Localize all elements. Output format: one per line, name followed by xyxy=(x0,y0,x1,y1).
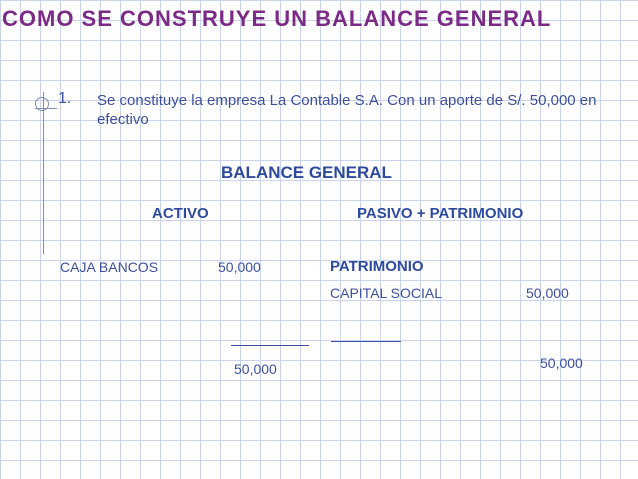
total-activo-rule xyxy=(231,345,309,346)
capital-social-value: 50,000 xyxy=(526,285,569,301)
margin-line xyxy=(43,92,44,254)
capital-social-label: CAPITAL SOCIAL xyxy=(330,285,443,301)
list-number: 1. xyxy=(58,90,72,107)
caja-bancos-label: CAJA BANCOS xyxy=(60,259,159,275)
margin-tick xyxy=(35,108,57,109)
balance-title: BALANCE GENERAL xyxy=(221,163,392,182)
total-pasivo-rule xyxy=(331,341,401,342)
caja-bancos-value: 50,000 xyxy=(218,259,261,275)
pasivo-patrimonio-header: PASIVO + PATRIMONIO xyxy=(357,205,524,222)
total-pasivo-value: 50,000 xyxy=(540,355,583,371)
patrimonio-header: PATRIMONIO xyxy=(330,258,424,275)
activo-header: ACTIVO xyxy=(152,205,209,222)
list-item-text: Se constituye la empresa La Contable S.A. Con un aporte de S/. 50,000 en efectivo xyxy=(97,92,597,128)
slide-title: COMO SE CONSTRUYE UN BALANCE GENERAL xyxy=(2,6,552,31)
total-activo-value: 50,000 xyxy=(234,361,277,377)
